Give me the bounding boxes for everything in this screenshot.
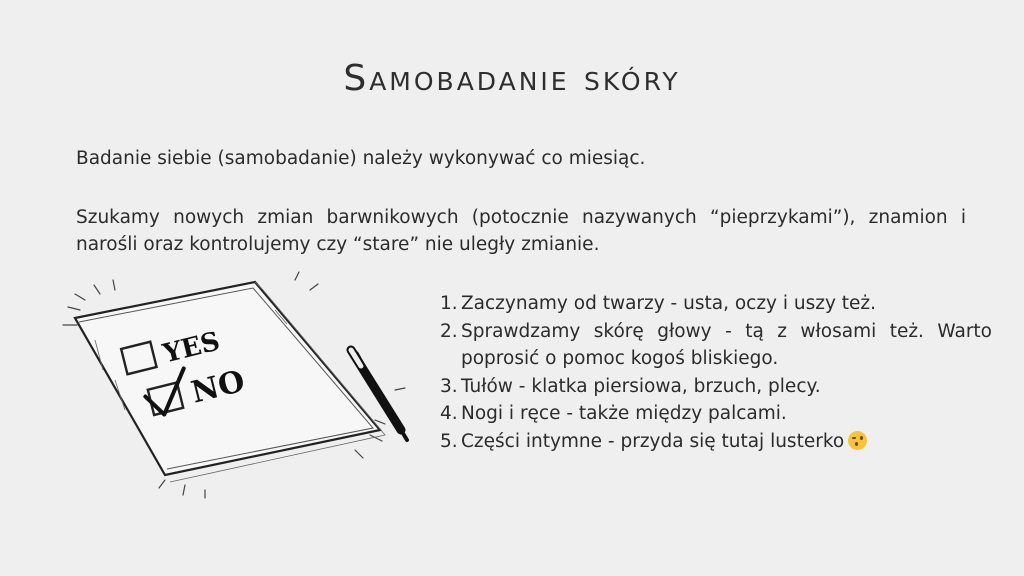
slide-title: Samobadanie skóry: [343, 58, 681, 99]
intro-paragraph: Badanie siebie (samobadanie) należy wykonywać co miesiąc.: [76, 148, 646, 169]
yes-label: YES: [160, 326, 223, 370]
list-item: 1. Zaczynamy od twarzy - usta, oczy i uszy też.: [440, 293, 877, 314]
steps-list: [440, 290, 992, 455]
list-item: 4. Nogi i ręce - także między palcami.: [440, 403, 787, 424]
list-item: 5. Części intymne - przyda się tutaj lusterko: [440, 428, 992, 456]
checklist-illustration: [55, 270, 425, 500]
winking-face-icon: [848, 431, 867, 450]
description-paragraph: Szukamy nowych zmian barwnikowych (potocznie nazywanych “pieprzykami”), znamion i narośli oraz kontrolujemy czy “stare” nie uległy zmianie.: [76, 207, 966, 255]
no-label: NO: [187, 363, 249, 411]
list-item: 3. Tułów - klatka piersiowa, brzuch, plecy.: [440, 375, 821, 397]
list-item: 2. Sprawdzamy skórę głowy - tą z włosami też. Warto poprosić o pomoc kogoś bliskiego.: [440, 320, 992, 369]
